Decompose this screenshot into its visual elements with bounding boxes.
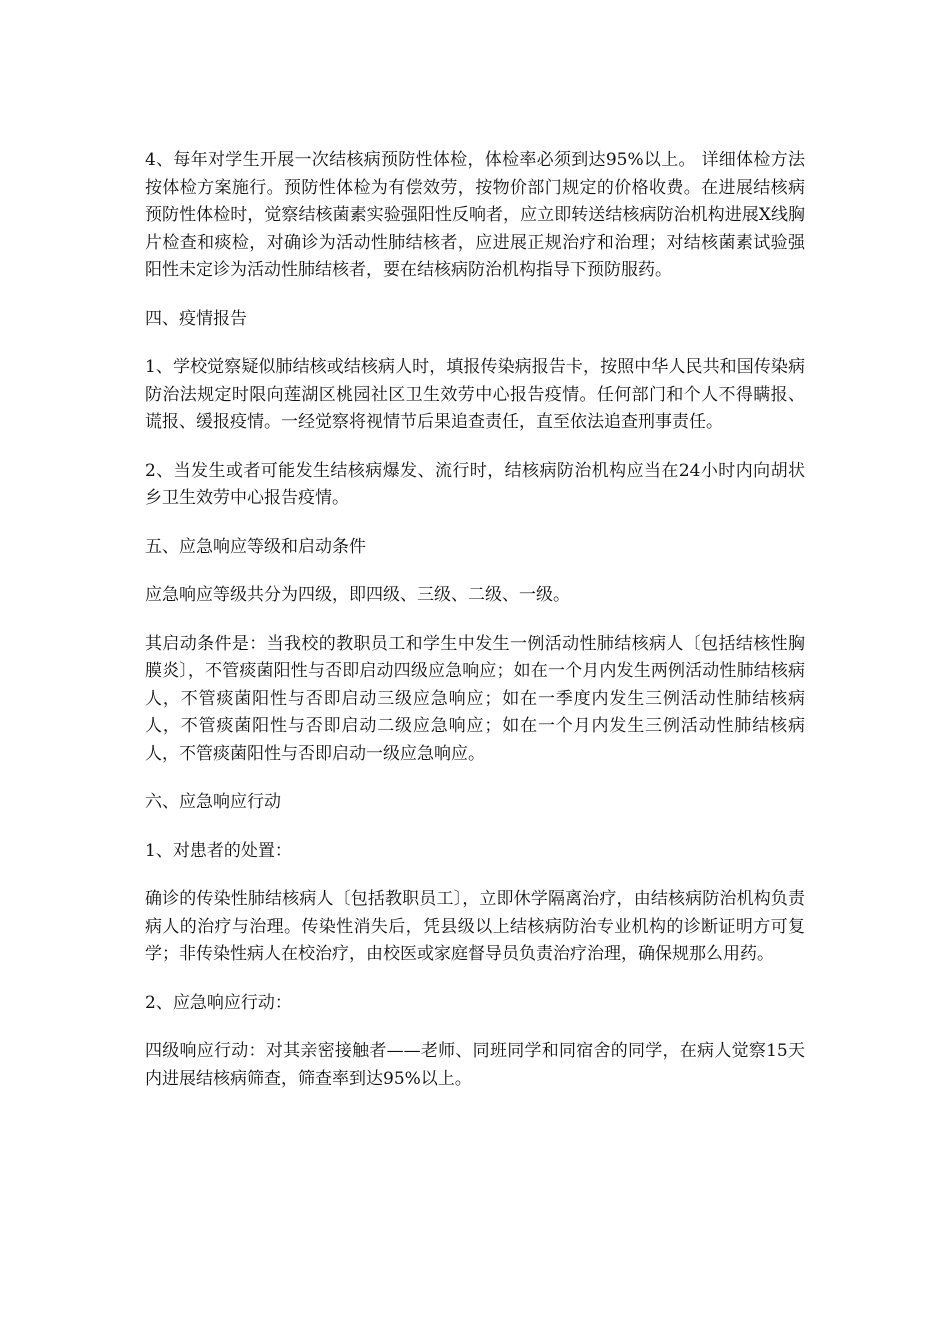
paragraph-start-conditions: 其启动条件是：当我校的教职员工和学生中发生一例活动性肺结核病人〔包括结核性胸膜炎〕，不管痰菌阳性与否即启动四级应急响应；如在一个月内发生两例活动性肺结核病人，不管痰菌阳性与否即启动三级应急响应；如在一季度内发生三例活动性肺结核病人，不管痰菌阳性与否即启动二级应急响应；如在一个月内发生三例活动性肺结核病人，不管痰菌阳性与否即启动一级应急响应。 (145, 633, 805, 764)
paragraph-report-1: 1、学校觉察疑似肺结核或结核病人时，填报传染病报告卡，按照中华人民共和国传染病防治法规定时限向莲湖区桃园社区卫生效劳中心报告疫情。任何部门和个人不得瞒报、谎报、缓报疫情。一经觉察将视情节后果追查责任，直至依法追查刑事责任。 (145, 357, 805, 432)
paragraph-level4-actions: 四级响应行动：对其亲密接触者——老师、同班同学和同宿舍的同学，在病人觉察15天内进展结核病筛查，筛查率到达95%以上。 (145, 1041, 805, 1089)
subheading-patient-handling: 1、对患者的处置： (145, 840, 292, 861)
paragraph-levels: 应急响应等级共分为四级，即四级、三级、二级、一级。 (145, 585, 570, 605)
heading-response-actions: 六、应急响应行动 (145, 792, 281, 812)
paragraph-annual-checkup: 4、每年对学生开展一次结核病预防性体检，体检率必须到达95%以上。 详细体检方法按体检方案施行。预防性体检为有偿效劳，按物价部门规定的价格收费。在进展结核病预防性体检时，觉察结核菌素实验强阳性反响者，应立即转送结核病防治机构进展X线胸片检查和痰检，对确诊为活动性肺结核者，应进展正规治疗和治理；对结核菌素试验强阳性未定诊为活动性肺结核者，要在结核病防治机构指导下预防服药。 (145, 150, 805, 280)
heading-epidemic-report: 四、疫情报告 (145, 308, 247, 329)
paragraph-patient-handling: 确诊的传染性肺结核病人〔包括教职员工〕，立即休学隔离治疗，由结核病防治机构负责病人的治疗与治理。传染性消失后，凭县级以上结核病防治专业机构的诊断证明方可复学；非传染性病人在校治疗，由校医或家庭督导员负责治疗治理，确保规那么用药。 (145, 889, 805, 964)
heading-response-levels: 五、应急响应等级和启动条件 (145, 536, 366, 557)
subheading-emergency-actions: 2、应急响应行动： (145, 992, 292, 1013)
paragraph-report-2: 2、当发生或者可能发生结核病爆发、流行时，结核病防治机构应当在24小时内向胡状乡卫生效劳中心报告疫情。 (145, 460, 805, 508)
document-body (145, 147, 805, 1114)
